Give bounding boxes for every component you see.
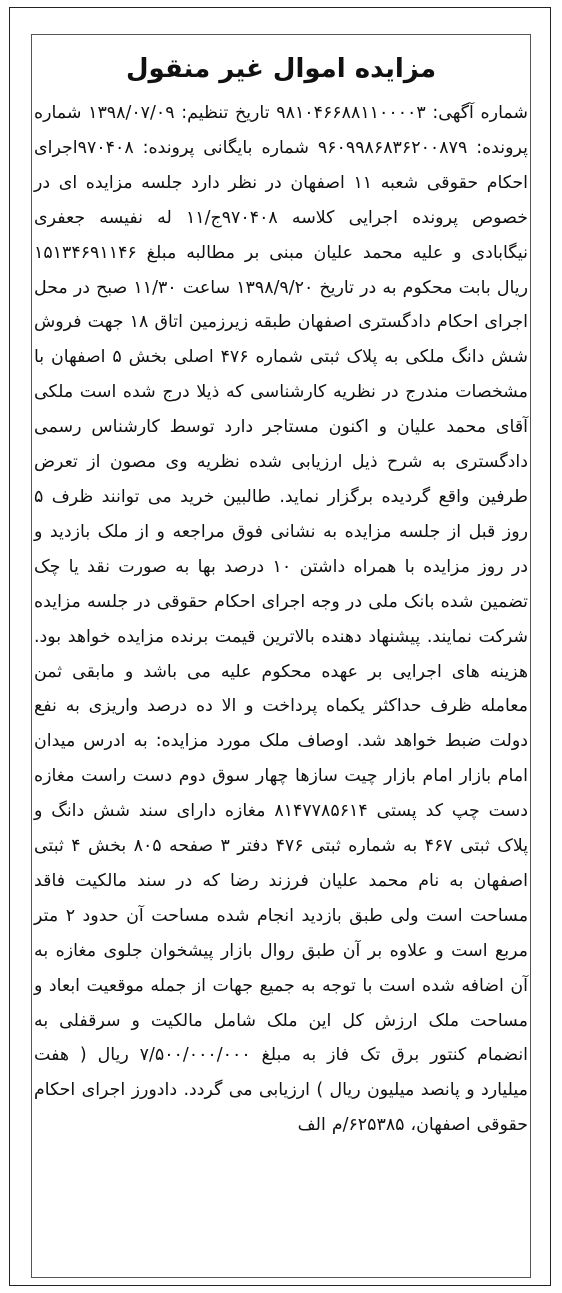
notice-body: شماره آگهی: ۹۸۱۰۴۶۶۸۸۱۱۰۰۰۰۳ تاریخ تنظیم: ۱۳۹۸/۰۷/۰۹ شماره پرونده: ۹۶۰۹۹۸۶۸۳۶۲۰۰۸۷۹ شماره بایگانی پرونده: ۹۷۰۴۰۸اجرای احکام حقوقی شعبه ۱۱ اصفهان در نظر دارد جلسه مزایده ای در خصوص پرونده اجرایی کلاسه ۹۷۰۴۰۸ج/۱۱ له نفیسه جعفری نیگابادی و علیه محمد علیان مبنی بر مطالبه مبلغ ۱۵۱۳۴۶۹۱۱۴۶ ریال بابت محکوم به در تاریخ ۱۳۹۸/۹/۲۰ ساعت ۱۱/۳۰ صبح در محل اجرای احکام دادگستری اصفهان طبقه زیرزمین اتاق ۱۸ جهت فروش شش دانگ ملکی به پلاک ثبتی شماره ۴۷۶ اصلی بخش ۵ اصفهان با مشخصات مندرج در نظریه کارشناسی که ذیلا درج شده است ملکی آقای محمد علیان و اکنون مستاجر دارد توسط کارشناس رسمی دادگستری به شرح ذیل ارزیابی شده نظریه وی مصون از تعرض طرفین واقع گردیده برگزار نماید. طالبین خرید می توانند ظرف ۵ روز قبل از جلسه مزایده به نشانی فوق مراجعه و از ملک بازدید و در روز مزایده با همراه داشتن ۱۰ درصد بها به صورت نقد یا چک تضمین شده بانک ملی در وجه اجرای احکام حقوقی در جلسه مزایده شرکت نمایند. پیشنهاد دهنده بالاترین قیمت برنده مزایده خواهد بود. هزینه های اجرایی بر عهده محکوم علیه می باشد و مابقی ثمن معامله ظرف حداکثر یکماه پرداخت و الا ده درصد واریزی به نفع دولت ضبط خواهد شد. اوصاف ملک مورد مزایده: به ادرس میدان امام بازار امام بازار چیت سازها چهار سوق دوم دست راست مغازه دست چپ کد پستی ۸۱۴۷۷۸۵۶۱۴ مغازه دارای سند شش دانگ و پلاک ثبتی ۴۶۷ به شماره ثبتی ۴۷۶ دفتر ۳ صفحه ۸۰۵ بخش ۴ ثبتی اصفهان به نام محمد علیان فرزند رضا که در سند مالکیت فاقد مساحت است ولی طبق بازدید انجام شده مساحت آن حدود ۲ متر مربع است و علاوه بر آن طبق روال بازار پیشخوان جلوی مغازه به آن اضافه شده است با توجه به جمیع جهات از جمله موقعیت ابعاد و مساحت ملک ارزش کل این ملک شامل مالکیت و سرقفلی به انضمام کنتور برق تک فاز به مبلغ ۷/۵۰۰/۰۰۰/۰۰۰ ریال ( هفت میلیارد و پانصد میلیون ریال ) ارزیابی می گردد. دادورز اجرای احکام حقوقی اصفهان، ۶۲۵۳۸۵/م الف [34, 103, 529, 1136]
notice-title: مزایده اموال غیر منقول [125, 54, 437, 84]
